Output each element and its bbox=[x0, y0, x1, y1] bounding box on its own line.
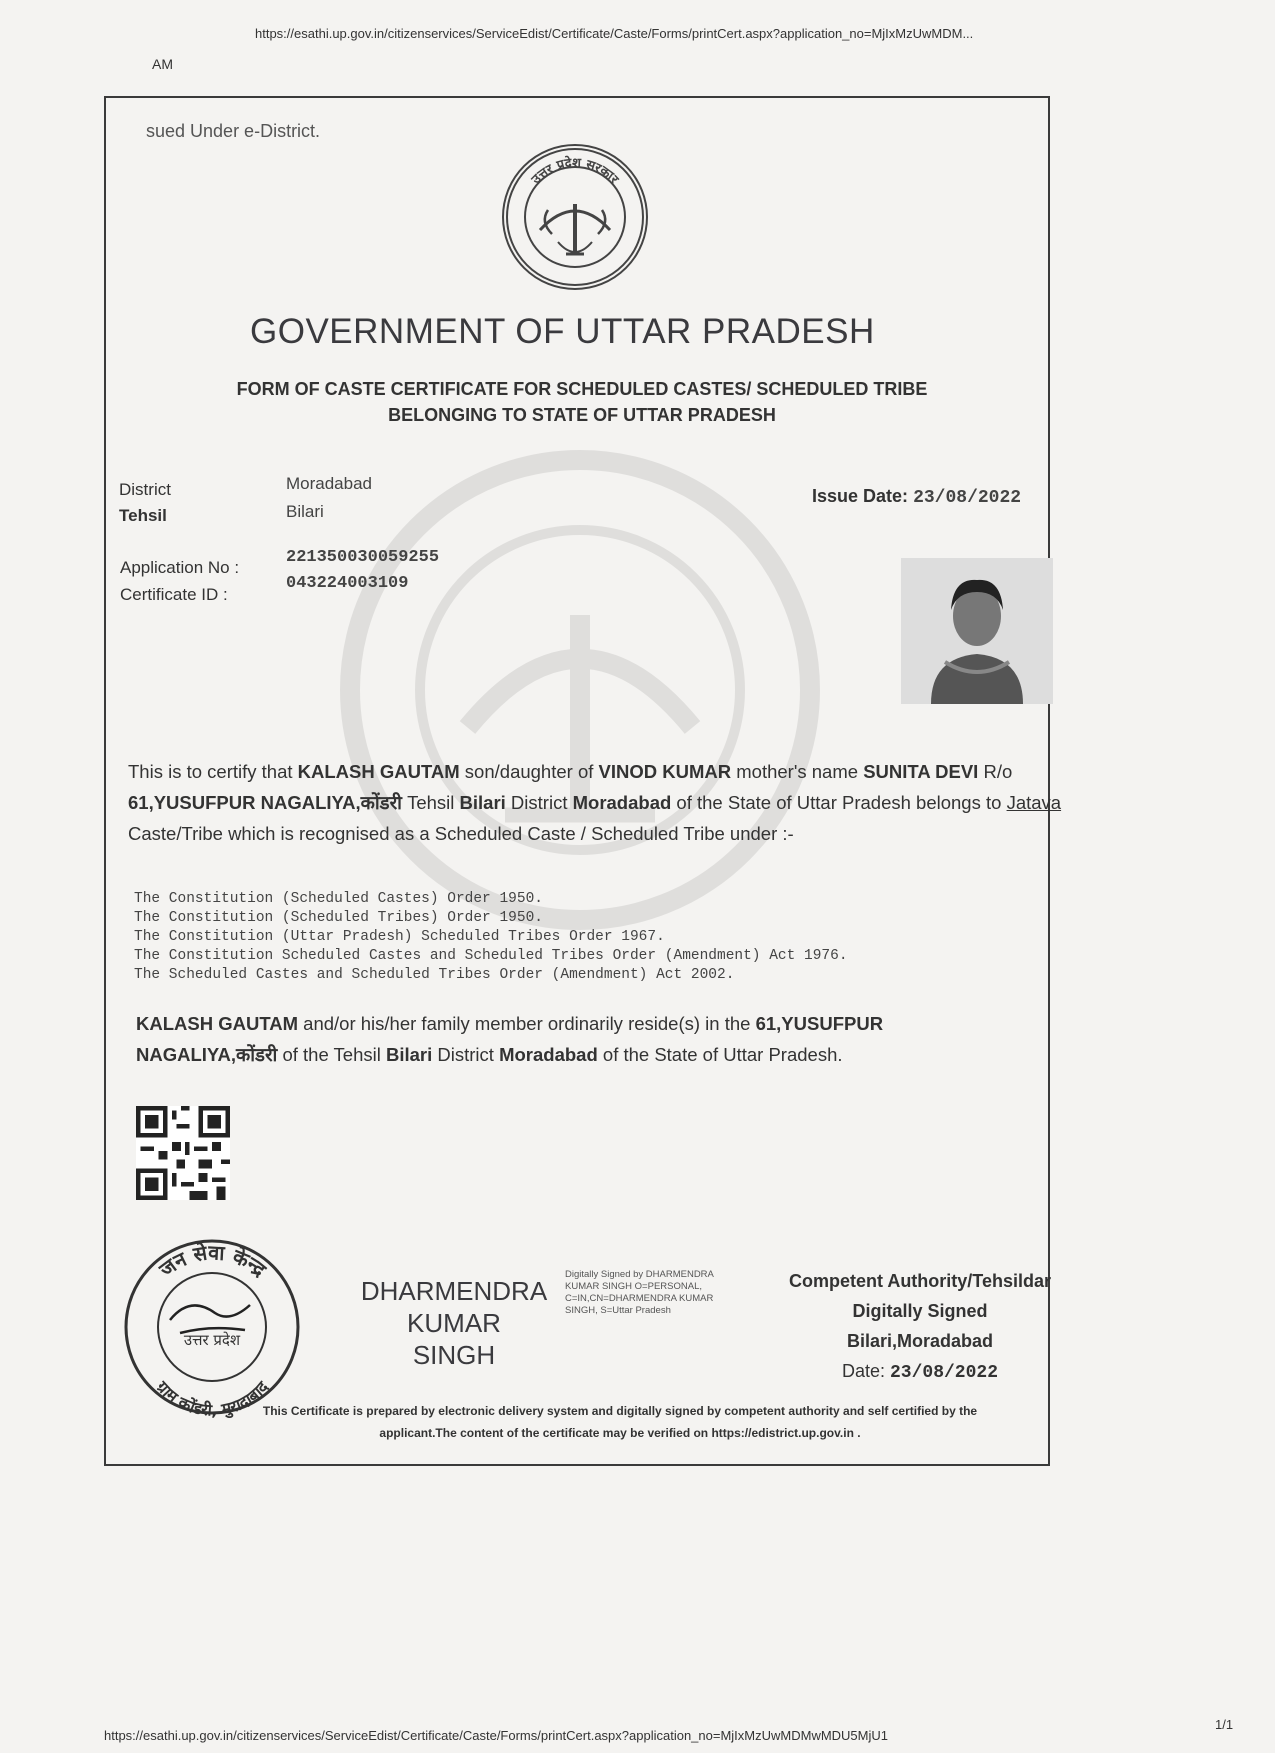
form-title-line-2: BELONGING TO STATE OF UTTAR PRADESH bbox=[388, 405, 776, 425]
body-text-2: son/daughter of bbox=[459, 761, 599, 782]
form-title bbox=[182, 376, 982, 428]
caste-name: Jatava bbox=[1006, 792, 1062, 813]
svg-text:जन सेवा केन्द्र bbox=[154, 1240, 272, 1282]
service-center-seal bbox=[120, 1235, 305, 1420]
district-label: District bbox=[119, 480, 171, 499]
digital-sig-line: C=IN,CN=DHARMENDRA KUMAR bbox=[565, 1293, 714, 1304]
signer-name bbox=[336, 1275, 572, 1371]
father-name: VINOD KUMAR bbox=[598, 761, 732, 782]
residence-text-1: and/or his/her family member ordinarily reside(s) in the bbox=[298, 1013, 756, 1034]
authority-date bbox=[770, 1356, 1070, 1388]
body-text-1: This is to certify that bbox=[128, 761, 298, 782]
applicant-name: KALASH GAUTAM bbox=[297, 761, 460, 782]
svg-text:उत्तर प्रदेश सरकार bbox=[528, 155, 621, 188]
residence-paragraph bbox=[136, 1008, 1006, 1070]
residence-text-3: District bbox=[432, 1044, 500, 1065]
government-title: GOVERNMENT OF UTTAR PRADESH bbox=[250, 312, 875, 351]
signer-line-2: KUMAR bbox=[407, 1308, 501, 1338]
applicant-photo bbox=[901, 558, 1053, 704]
form-title-line-1: FORM OF CASTE CERTIFICATE FOR SCHEDULED CASTES/ SCHEDULED TRIBE bbox=[236, 379, 928, 399]
watermark-emblem-icon bbox=[330, 440, 830, 940]
body-text-7: of the State of Uttar Pradesh belongs to bbox=[671, 792, 1007, 813]
order-item: The Constitution (Scheduled Castes) Order 1950. bbox=[134, 891, 543, 907]
issue-date-label: Issue Date: bbox=[812, 486, 909, 506]
emblem-text: उत्तर प्रदेश सरकार bbox=[528, 155, 622, 188]
tehsil-label: Tehsil bbox=[119, 506, 167, 525]
digital-sig-line: SINGH, S=Uttar Pradesh bbox=[565, 1305, 671, 1316]
residence-district: Moradabad bbox=[499, 1044, 598, 1065]
order-item: The Constitution (Uttar Pradesh) Scheduled Tribes Order 1967. bbox=[134, 929, 665, 945]
residence-text-2: of the Tehsil bbox=[277, 1044, 386, 1065]
application-no-value: 221350030059255 bbox=[286, 548, 440, 567]
residence-text-4: of the State of Uttar Pradesh. bbox=[597, 1044, 843, 1065]
print-url-top: https://esathi.up.gov.in/citizenservices/ServiceEdist/Certificate/Caste/Forms/printCert.aspx?application_no=MjIxMzUwMDM... bbox=[255, 26, 974, 41]
certificate-id-label: Certificate ID : bbox=[120, 585, 228, 604]
digital-signature-details bbox=[565, 1269, 765, 1317]
print-url-bottom: https://esathi.up.gov.in/citizenservices/ServiceEdist/Certificate/Caste/Forms/printCert.aspx?application_no=MjIxMzUwMDMwMDU5MjU1 bbox=[104, 1728, 888, 1743]
seal-text-mid: उत्तर प्रदेश bbox=[183, 1331, 241, 1349]
orders-list bbox=[134, 890, 848, 985]
certificate-footnote bbox=[170, 1400, 1070, 1444]
seal-text-bottom: ग्राम कोंडरी, मुरादाबाद bbox=[152, 1377, 273, 1420]
body-tehsil: Bilari bbox=[459, 792, 506, 813]
body-district: Moradabad bbox=[572, 792, 672, 813]
body-text-4: R/o bbox=[978, 761, 1013, 782]
body-text-8: Caste/Tribe which is recognised as a Scheduled Caste / Scheduled Tribe under :- bbox=[128, 823, 794, 844]
order-item: The Constitution (Scheduled Tribes) Order 1950. bbox=[134, 910, 543, 926]
footnote-line-1: This Certificate is prepared by electronic delivery system and digitally signed by competent authority and self certified by the bbox=[262, 1404, 978, 1418]
residence-name: KALASH GAUTAM bbox=[136, 1013, 299, 1034]
seal-text-top: जन सेवा केन्द्र bbox=[154, 1240, 271, 1282]
authority-signed: Digitally Signed bbox=[852, 1301, 988, 1321]
authority-title: Competent Authority/Tehsildar bbox=[788, 1271, 1051, 1291]
print-time: AM bbox=[152, 56, 173, 72]
body-text-5: Tehsil bbox=[401, 792, 460, 813]
body-text-6: District bbox=[505, 792, 573, 813]
authority-date-value: 23/08/2022 bbox=[890, 1363, 999, 1383]
signer-line-1: DHARMENDRA bbox=[360, 1276, 548, 1306]
competent-authority-block bbox=[770, 1266, 1070, 1388]
footnote-line-2: applicant.The content of the certificate may be verified on https://edistrict.up.gov.in . bbox=[379, 1426, 861, 1440]
page-number: 1/1 bbox=[1215, 1717, 1234, 1732]
district-value: Moradabad bbox=[286, 474, 373, 493]
body-text-3: mother's name bbox=[731, 761, 864, 782]
residence-tehsil: Bilari bbox=[385, 1044, 433, 1065]
authority-date-label: Date: bbox=[841, 1361, 885, 1381]
digital-sig-line: Digitally Signed by DHARMENDRA bbox=[565, 1269, 714, 1280]
certificate-id-value: 043224003109 bbox=[286, 574, 409, 593]
up-government-emblem-icon bbox=[500, 142, 650, 292]
digital-sig-line: KUMAR SINGH O=PERSONAL, bbox=[565, 1281, 702, 1292]
issue-date bbox=[812, 486, 1021, 508]
qr-code-icon bbox=[136, 1106, 230, 1200]
authority-place: Bilari,Moradabad bbox=[846, 1331, 994, 1351]
residence-address: 61,YUSUFPUR NAGALIYA,कोंडरी bbox=[136, 1013, 884, 1065]
application-no-label: Application No : bbox=[120, 558, 240, 577]
tehsil-value: Bilari bbox=[286, 502, 324, 521]
signer-line-3: SINGH bbox=[412, 1340, 496, 1370]
order-item: The Scheduled Castes and Scheduled Tribes Order (Amendment) Act 2002. bbox=[134, 967, 735, 983]
certification-paragraph bbox=[128, 756, 1063, 849]
address: 61,YUSUFPUR NAGALIYA,कोंडरी bbox=[128, 792, 402, 813]
mother-name: SUNITA DEVI bbox=[863, 761, 979, 782]
order-item: The Constitution Scheduled Castes and Scheduled Tribes Order (Amendment) Act 1976. bbox=[134, 948, 848, 964]
issued-under-text: sued Under e-District. bbox=[146, 121, 321, 141]
issue-date-value: 23/08/2022 bbox=[913, 488, 1022, 508]
